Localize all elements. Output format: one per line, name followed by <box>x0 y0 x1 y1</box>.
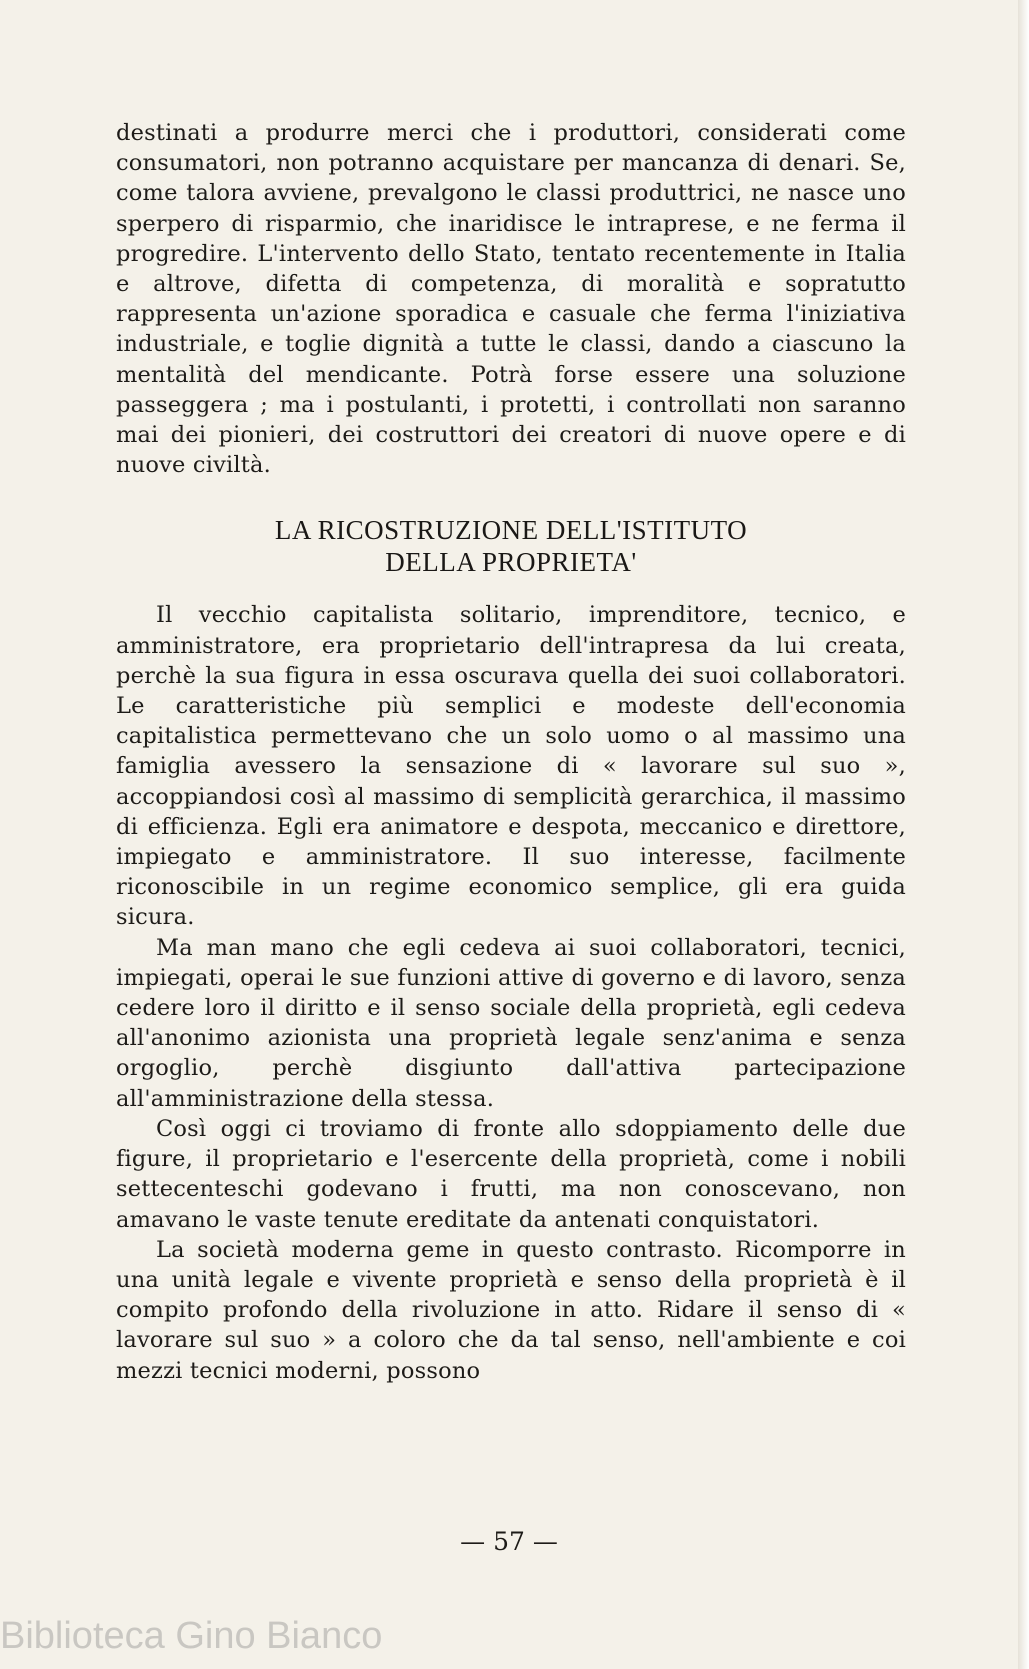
paragraph-continuation: destinati a produrre merci che i produttori, considerati come consumatori, non potranno acquistare per mancanza di denari. Se, come talora avviene, prevalgono le classi produttrici, ne nasce uno sperpero di risparmio, che inaridisce le intraprese, e ne ferma il progredire. L'intervento dello Stato, tentato recentemente in Italia e altrove, difetta di competenza, di moralità e sopratutto rappresenta un'azione sporadica e casuale che ferma l'iniziativa industriale, e toglie dignità a tutte le classi, dando a ciascuno la mentalità del mendicante. Potrà forse essere una soluzione passeggera ; ma i postulanti, i protetti, i controllati non saranno mai dei pionieri, dei costruttori dei creatori di nuove opere e di nuove civiltà. <box>116 120 906 479</box>
library-watermark: Biblioteca Gino Bianco <box>0 1615 383 1657</box>
paragraph: Così oggi ci troviamo di fronte allo sdoppiamento delle due figure, il proprietario e l'esercente della proprietà, come i nobili settecenteschi godevano i frutti, ma non conoscevano, non amavano le vaste tenute ereditate da antenati conquistatori. <box>116 1115 906 1233</box>
page-edge <box>1018 0 1029 1669</box>
heading-line-2: DELLA PROPRIETA' <box>385 547 637 578</box>
paragraph: Ma man mano che egli cedeva ai suoi collaboratori, tecnici, impiegati, operai le sue funzioni attive di governo e di lavoro, senza cedere loro il diritto e il senso sociale della proprietà, egli cedeva all'anonimo azionista una proprietà legale senz'anima e senza orgoglio, perchè disgiunto dall'attiva partecipazione all'amministrazione della stessa. <box>116 934 906 1112</box>
paragraph: La società moderna geme in questo contrasto. Ricomporre in una unità legale e vivente proprietà e senso della proprietà è il compito profondo della rivoluzione in atto. Ridare il senso di « lavorare sul suo » a coloro che da tal senso, nell'ambiente e coi mezzi tecnici moderni, possono <box>116 1236 906 1384</box>
paragraph: Il vecchio capitalista solitario, imprenditore, tecnico, e amministratore, era proprietario dell'intrapresa da lui creata, perchè la sua figura in essa oscurava quella dei suoi collaboratori. Le caratteristiche più semplici e modeste dell'economia capitalistica permettevano che un solo uomo o al massimo una famiglia avessero la sensazione di « lavorare sul suo », accoppiandosi così al massimo di semplicità gerarchica, il massimo di efficienza. Egli era animatore e despota, meccanico e direttore, impiegato e amministratore. Il suo interesse, facilmente riconoscibile in un regime economico semplice, gli era guida sicura. <box>116 602 906 931</box>
heading-line-1: LA RICOSTRUZIONE DELL'ISTITUTO <box>274 515 748 546</box>
section-heading <box>116 514 906 578</box>
page-text <box>116 118 906 1386</box>
page-number: — 57 — <box>460 1527 558 1556</box>
